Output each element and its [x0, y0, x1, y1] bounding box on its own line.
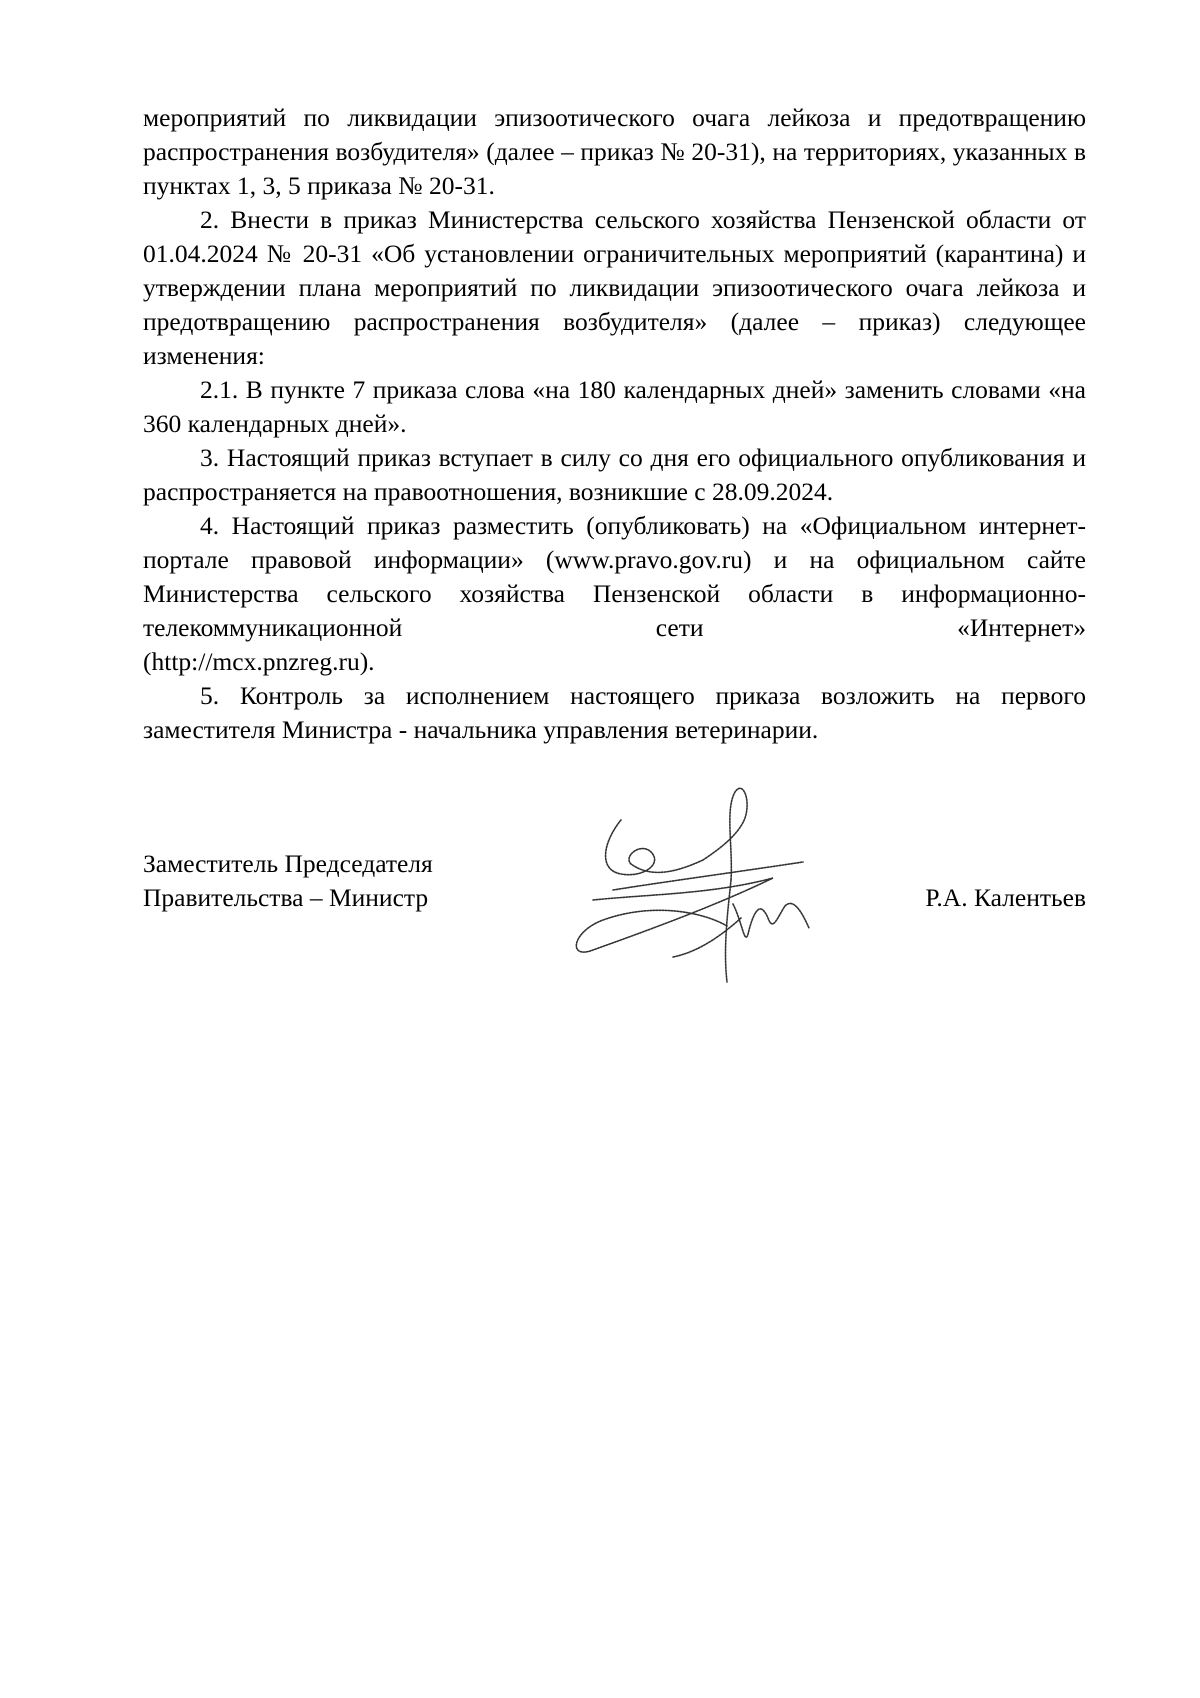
paragraph-item-2: 2. Внести в приказ Министерства сельского хозяйства Пензенской области от 01.04.2024 № 20-31 «Об установлении ограничительных мероприятий (карантина) и утверждении плана мероприятий по ликвидации эпизоотического очага лейкоза и предотвращению распространения возбудителя» (далее – приказ) следующее изменения: [143, 205, 1086, 370]
paragraph-item-4: 4. Настоящий приказ разместить (опубликовать) на «Официальном интернет-портале правовой информации» (www.pravo.gov.ru) и на официальном сайте Министерства сельского хозяйства Пензенской области в информационно-телекоммуникационной сети «Интернет» [143, 511, 1086, 642]
signature-block [143, 847, 1086, 967]
paragraph-item-4-url: (http://mcx.pnzreg.ru). [143, 647, 375, 676]
signatory-title-line-1: Заместитель Председателя [143, 849, 433, 878]
document-body [143, 101, 1086, 747]
paragraph-item-5: 5. Контроль за исполнением настоящего приказа возложить на первого заместителя Министра - начальника управления ветеринарии. [143, 681, 1086, 744]
signatory-title-line-2: Правительства – Министр [143, 883, 429, 912]
paragraph-item-2-1: 2.1. В пункте 7 приказа слова «на 180 календарных дней» заменить словами «на 360 календарных дней». [143, 375, 1086, 438]
paragraph-item-3: 3. Настоящий приказ вступает в силу со дня его официального опубликования и распространяется на правоотношения, возникшие с 28.09.2024. [143, 443, 1086, 506]
handwritten-signature [563, 782, 963, 987]
signatory-title [143, 847, 433, 915]
signatory-name: Р.А. Калентьев [925, 883, 1086, 912]
paragraph-continuation: мероприятий по ликвидации эпизоотического очага лейкоза и предотвращению распространения возбудителя» (далее – приказ № 20-31), на территориях, указанных в пунктах 1, 3, 5 приказа № 20-31. [143, 103, 1086, 200]
